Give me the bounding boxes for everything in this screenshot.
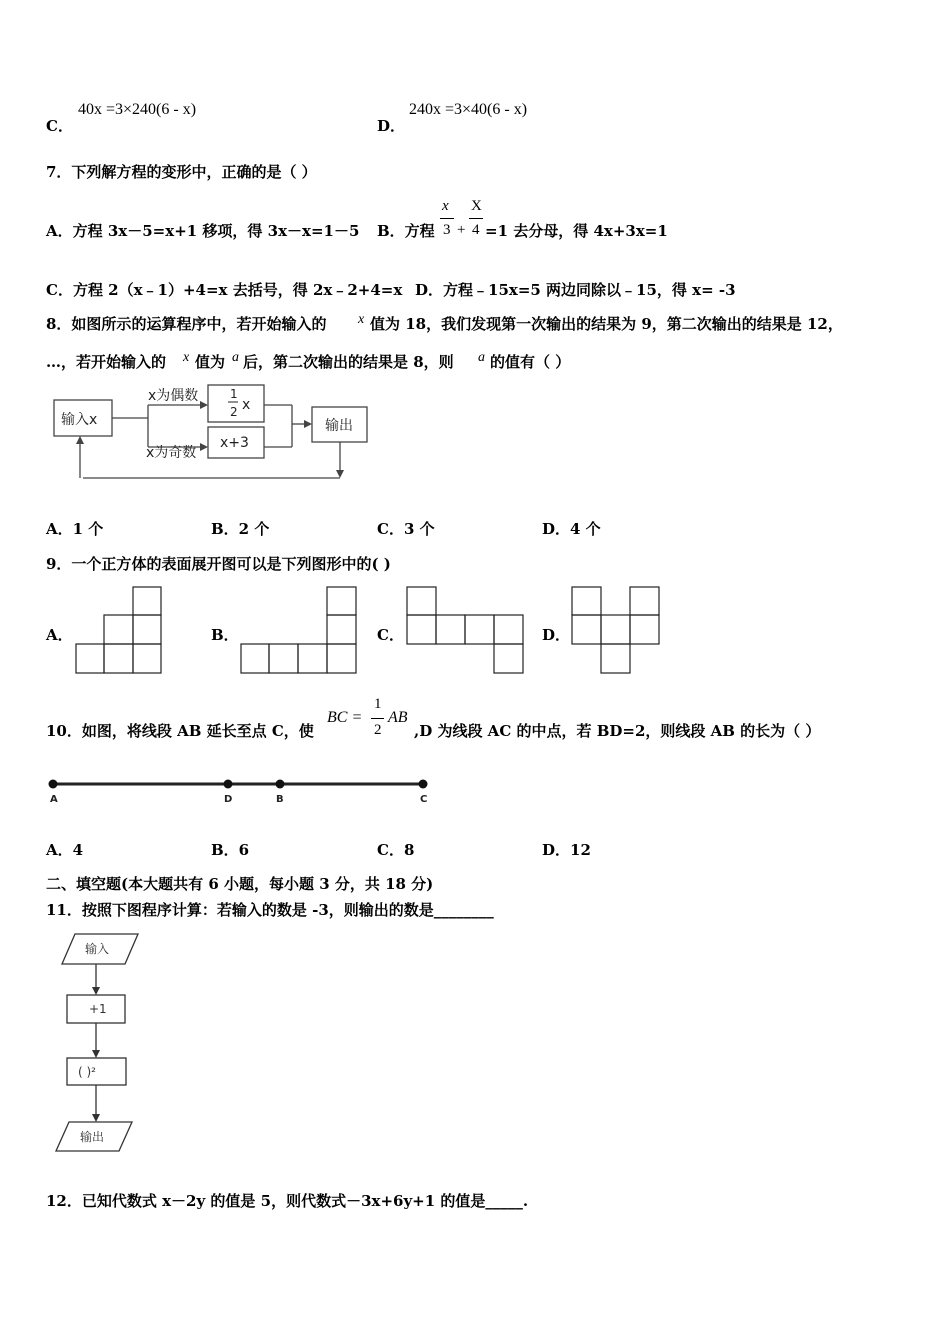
q11-flow-square-box [67,1058,126,1085]
q8-line2-end: 的值有（ ） [490,353,571,371]
q10-stem-suffix: ,D 为线段 AC 的中点，若 BD=2，则线段 AB 的长为（ ） [414,722,821,740]
q7-option-d: D．方程﹣15x=5 两边同除以﹣15，得 x= -3 [415,281,736,299]
section-2-heading: 二、填空题(本大题共有 6 小题，每小题 3 分，共 18 分) [46,875,434,893]
q9-label-a: A． [46,626,73,644]
q8-var-a2: a [478,350,485,365]
q10-label-a: A [50,794,58,805]
q7-option-b-suffix: =1 去分母，得 4x+3x=1 [485,222,668,240]
q12-stem: 12．已知代数式 x－2y 的值是 5，则代数式－3x+6y+1 的值是_____. [46,1192,529,1210]
q8-flow-plus3-label: x+3 [220,435,249,451]
q8-flow-half-numerator: 1 [230,387,238,401]
q7-stem: 7．下列解方程的变形中，正确的是（ ） [46,163,317,181]
q8-option-b: B．2 个 [211,520,270,538]
q10-label-d: D [224,794,233,805]
q7-option-c: C．方程 2（x﹣1）+4=x 去括号，得 2x﹣2+4=x [46,281,403,299]
q7-frac2-numerator: X [471,198,482,214]
q10-label-b: B [276,794,284,805]
q6-option-c-equation: 40x =3×240(6 - x) [78,101,197,118]
q8-flow-input-label: 输入x [61,412,98,428]
q10-option-d: D．12 [542,841,591,859]
q6-option-c-label: C． [46,117,73,135]
q10-option-c: C．8 [377,841,415,859]
q11-flow-output-label: 输出 [80,1130,105,1144]
q8-line1-end: 值为 18，我们发现第一次输出的结果为 9，第二次输出的结果是 12， [370,315,843,333]
q8-flow-odd-label: x为奇数 [146,445,197,461]
q10-option-b: B．6 [211,841,250,859]
q10-option-a: A．4 [46,841,84,859]
q7-plus: + [457,222,466,238]
q8-flow-half-denominator: 2 [230,405,238,419]
q8-flow-output-label: 输出 [325,418,353,434]
q8-option-d: D．4 个 [542,520,601,538]
q7-option-a: A．方程 3x－5=x+1 移项，得 3x－x=1－5 [46,222,360,240]
q8-option-c: C．3 个 [377,520,435,538]
q9-stem: 9．一个正方体的表面展开图可以是下列图形中的( ) [46,555,391,573]
q7-frac2-denominator: 4 [472,222,480,238]
q10-eq-lhs: BC = [327,709,363,726]
q10-eq-rhs: AB [388,709,408,726]
q9-label-d: D． [542,626,571,644]
q8-var-a: a [232,350,239,365]
q6-option-d-label: D． [377,117,406,135]
q10-eq-denominator: 2 [374,722,382,738]
q10-stem-prefix: 10．如图，将线段 AB 延长至点 C，使 [46,722,314,740]
q9-label-c: C． [377,626,404,644]
q8-line2-middle: 后，第二次输出的结果是 8，则 [243,353,454,371]
q8-line2-start: …，若开始输入的 [46,353,167,371]
q9-label-b: B． [211,626,239,644]
q11-stem: 11．按照下图程序计算：若输入的数是 -3，则输出的数是________ [46,901,494,919]
q6-option-d-equation: 240x =3×40(6 - x) [409,101,528,118]
q8-flow-even-label: x为偶数 [148,388,199,404]
q11-flow-plus1-label: +1 [89,1002,107,1016]
q10-eq-numerator: 1 [374,696,382,712]
q10-label-c: C [420,794,428,805]
q7-frac1-numerator: x [442,198,449,214]
q8-var-x: x [358,312,365,327]
q8-flow-half-var: x [242,397,251,413]
q7-option-b-prefix: B．方程 [377,222,435,240]
q11-flow-square-label: ( )² [78,1065,96,1079]
q8-var-x2: x [183,350,190,365]
q8-line2-value-for: 值为 [195,353,226,371]
q7-frac1-denominator: 3 [443,222,451,238]
q8-option-a: A．1 个 [46,520,104,538]
q11-flow-input-label: 输入 [85,942,110,956]
q8-line1-start: 8．如图所示的运算程序中，若开始输入的 [46,315,327,333]
